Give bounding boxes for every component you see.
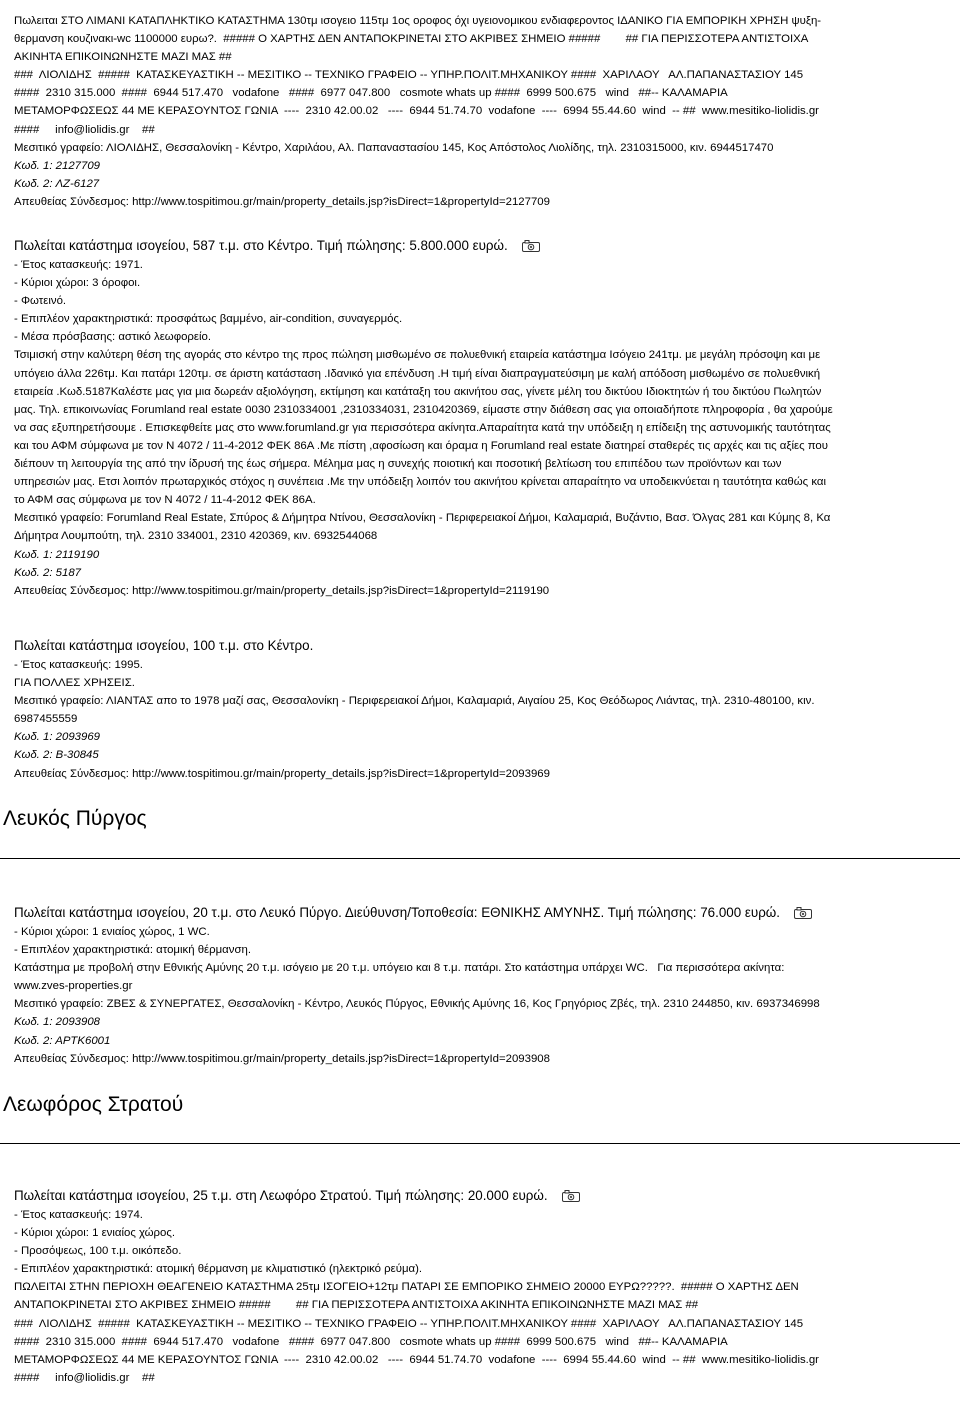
description-line: www.zves-properties.gr: [14, 980, 133, 993]
top-listing-block: [14, 12, 944, 211]
description-line: διέπουν τη λειτουργία της από την ίδρυσή της έως σήμερα. Μέλημα μας η συνεχής ποιοτική και ποσοτική βελτίωση του επιπέδου των προϊόντων και των: [14, 458, 782, 471]
section-heading-lefkos-pyrgos: Λευκός Πύργος: [3, 807, 147, 830]
direct-link[interactable]: Απευθείας Σύνδεσμος: http://www.tospitimou.gr/main/property_details.jsp?isDirect=1&propertyId=2127709: [14, 195, 550, 208]
top-text-line: #### 2310 315.000 #### 6944 517.470 vodafone #### 6977 047.800 cosmote whats up #### 6999 500.675 wind ##-- ΚΑΛΑΜΑΡΙΑ: [14, 87, 728, 100]
description-line: Τσιμισκή στην καλύτερη θέση της αγοράς στο κέντρο της προς πώληση μισθωμένο σε πολυεθνική εταιρεία κατάστημα Ισόγειο 241τμ. με μεγάλη πρόσοψη και με: [14, 349, 821, 362]
description-line: ### ΛΙΟΛΙΔΗΣ ##### ΚΑΤΑΣΚΕΥΑΣΤΙΚΗ -- ΜΕΣΙΤΙΚΟ -- ΤΕΧΝΙΚΟ ΓΡΑΦΕΙΟ -- ΥΠΗΡ.ΠΟΛΙΤ.ΜΗΧΑΝΙΚΟΥ #### ΧΑΡΙΛΑΟΥ ΑΛ.ΠΑΠΑΝΑΣΤΑΣΙΟΥ 145: [14, 1317, 804, 1330]
section-heading-leoforos-stratou: Λεωφόρος Στρατού: [3, 1093, 184, 1116]
camera-icon[interactable]: [522, 240, 540, 252]
direct-link[interactable]: Απευθείας Σύνδεσμος: http://www.tospitimou.gr/main/property_details.jsp?isDirect=1&propertyId=2119190: [14, 584, 550, 597]
description-line: #### 2310 315.000 #### 6944 517.470 vodafone #### 6977 047.800 cosmote whats up #### 6999 500.675 wind ##-- ΚΑΛΑΜΑΡΙΑ: [14, 1335, 728, 1348]
agency-line: Δήμητρα Λουμπούτη, τηλ. 2310 334001, 2310 420369, κιν. 6932544068: [14, 530, 378, 543]
top-text-line: Πωλειται ΣΤΟ ΛΙΜΑΝΙ ΚΑΤΑΠΛΗΚΤΙΚΟ ΚΑΤΑΣΤΗΜΑ 130τμ ισογειο 115τμ 1ος οροφος όχι υγειονομικου ενδιαφεροντος ΙΔΑΝΙΚΟ ΓΙΑ ΕΜΠΟΡΙΚΗ ΧΡΗΣΗ ψυξη-: [14, 15, 822, 27]
feature-line: - Προσόψεως, 100 τ.μ. οικόπεδο.: [14, 1245, 182, 1258]
listing-title: Πωλείται κατάστημα ισογείου, 20 τ.μ. στο Λευκό Πύργο. Διεύθυνση/Τοποθεσία: ΕΘΝΙΚΗΣ ΑΜΥΝΗΣ. Τιμή πώλησης: 76.000 ευρώ.: [14, 905, 780, 920]
listing-title-row: [14, 1186, 944, 1206]
listing-title: Πωλείται κατάστημα ισογείου, 100 τ.μ. στο Κέντρο.: [14, 638, 314, 653]
code-2: Κωδ. 2: 5187: [14, 566, 81, 579]
feature-line: ΓΙΑ ΠΟΛΛΕΣ ΧΡΗΣΕΙΣ.: [14, 677, 135, 690]
feature-line: - Μέσα πρόσβασης: αστικό λεωφορείο.: [14, 331, 212, 344]
feature-line: - Φωτεινό.: [14, 295, 67, 308]
description-line: και του ΑΦΜ σύμφωνα με τον Ν 4072 / 11-4-2012 ΦΕΚ 86Α .Με πίστη ,αφοσίωση και όραμα η Forumland real estate διατηρεί σταθερές τις αρχές και τις αξίες που: [14, 439, 828, 452]
description-line: υπηρεσιών μας. Ετσι λοιπόν πρωταρχικός στόχος η συνέπεια .Με την υπόδειξη λοιπόν του ακινήτου κρίνεται απαραίτητο να υποδεικνύεται η ταυτότητα καθώς και: [14, 476, 826, 489]
description-line: μας. Τηλ. επικοινωνίας Forumland real estate 0030 2310334001 ,2310334031, 2310420369, είμαστε στην διάθεση σας για οποιαδήποτε πληροφορία , θα χαρούμε: [14, 403, 833, 416]
feature-line: - Επιπλέον χαρακτηριστικά: ατομική θέρμανση με κλιματιστικό (ηλεκτρικό ρεύμα).: [14, 1263, 423, 1276]
listing-20: [14, 903, 944, 1068]
top-text-line: ### ΛΙΟΛΙΔΗΣ ##### ΚΑΤΑΣΚΕΥΑΣΤΙΚΗ -- ΜΕΣΙΤΙΚΟ -- ΤΕΧΝΙΚΟ ΓΡΑΦΕΙΟ -- ΥΠΗΡ.ΠΟΛΙΤ.ΜΗΧΑΝΙΚΟΥ #### ΧΑΡΙΛΑΟΥ ΑΛ.ΠΑΠΑΝΑΣΤΑΣΙΟΥ 145: [14, 69, 804, 82]
feature-line: - Επιπλέον χαρακτηριστικά: προσφάτως βαμμένο, air-condition, συναγερμός.: [14, 313, 403, 326]
listing-title-row: [14, 903, 944, 923]
agency-line: 6987455559: [14, 713, 78, 726]
description-line: Κατάστημα με προβολή στην Εθνικής Αμύνης 20 τ.μ. ισόγειο με 20 τ.μ. υπόγειο και 8 τ.μ. πατάρι. Στο κατάστημα υπάρχει WC. Για περισσότερα ακίνητα:: [14, 962, 785, 975]
agency-line: Μεσιτικό γραφείο: ΛΙΟΛΙΔΗΣ, Θεσσαλονίκη - Κέντρο, Χαριλάου, Αλ. Παπαναστασίου 145, Κος Απόστολος Λιολίδης, τηλ. 2310315000, κιν. 6944517470: [14, 141, 774, 154]
top-text-line: ΜΕΤΑΜΟΡΦΩΣΕΩΣ 44 ΜΕ ΚΕΡΑΣΟΥΝΤΟΣ ΓΩΝΙΑ ---- 2310 42.00.02 ---- 6944 51.74.70 vodafone ---- 6994 55.44.60 wind -- ## www.mesitiko-liolidis.gr: [14, 105, 819, 118]
section-divider: [0, 858, 960, 859]
description-line: #### info@liolidis.gr ##: [14, 1371, 155, 1384]
description-line: ΠΩΛΕΙΤΑΙ ΣΤΗΝ ΠΕΡΙΟΧΗ ΘΕΑΓΕΝΕΙΟ ΚΑΤΑΣΤΗΜΑ 25τμ ΙΣΟΓΕΙΟ+12τμ ΠΑΤΑΡΙ ΣΕ ΕΜΠΟΡΙΚΟ ΣΗΜΕΙΟ 20000 ΕΥΡΩ?????. ##### Ο ΧΑΡΤΗΣ ΔΕΝ: [14, 1281, 799, 1294]
top-text-line: θερμανση κουζινακι-wc 1100000 ευρω?. ##### Ο ΧΑΡΤΗΣ ΔΕΝ ΑΝΤΑΠΟΚΡΙΝΕΤΑΙ ΣΤΟ ΑΚΡΙΒΕΣ ΣΗΜΕΙΟ ##### ## ΓΙΑ ΠΕΡΙΣΣΟΤΕΡΑ ΑΝΤΙΣΤΟΙΧΑ: [14, 33, 809, 46]
listing-title-row: [14, 236, 944, 256]
feature-line: - Κύριοι χώροι: 3 όροφοι.: [14, 277, 141, 290]
listing-title: Πωλείται κατάστημα ισογείου, 25 τ.μ. στη Λεωφόρο Στρατού. Τιμή πώλησης: 20.000 ευρώ.: [14, 1188, 548, 1203]
description-line: υπόγειο άλλα 226τμ. Και πατάρι 120τμ. σε άριστη κατάσταση .Ιδανικό για επένδυση .Η τιμή είναι διαπραγματεύσιμη με καλή απόδοση μισθωμένο σε πολυεθνική: [14, 367, 821, 380]
code-2: Κωδ. 2: Β-30845: [14, 749, 99, 762]
top-text-line: #### info@liolidis.gr ##: [14, 123, 155, 136]
feature-line: - Κύριοι χώροι: 1 ενιαίος χώρος, 1 WC.: [14, 926, 210, 938]
code-2: Κωδ. 2: ΑΡΤΚ6001: [14, 1034, 111, 1047]
camera-icon[interactable]: [794, 907, 812, 919]
agency-line: Μεσιτικό γραφείο: Forumland Real Estate, Σπύρος & Δήμητρα Ντίνου, Θεσσαλονίκη - Περιφερειακοί Δήμοι, Καλαμαριά, Βυζάντιο, Βασ. Όλγας 281 και Κύμης 8, Κα: [14, 512, 831, 525]
direct-link[interactable]: Απευθείας Σύνδεσμος: http://www.tospitimou.gr/main/property_details.jsp?isDirect=1&propertyId=2093969: [14, 767, 550, 780]
listing-100: [14, 636, 944, 783]
feature-line: - Επιπλέον χαρακτηριστικά: ατομική θέρμανση.: [14, 944, 251, 957]
direct-link[interactable]: Απευθείας Σύνδεσμος: http://www.tospitimou.gr/main/property_details.jsp?isDirect=1&propertyId=2093908: [14, 1052, 550, 1065]
listing-title: Πωλείται κατάστημα ισογείου, 587 τ.μ. στο Κέντρο. Τιμή πώλησης: 5.800.000 ευρώ.: [14, 238, 508, 253]
feature-line: - Έτος κατασκευής: 1974.: [14, 1209, 143, 1221]
description-line: να σας εξυπηρετήσουμε . Επισκεφθείτε μας στο www.forumland.gr για περισσότερα ακίνητα.Απαραίτητα κατά την υπόδειξη η επίδειξη της αστυνομικής ταυτότητας: [14, 421, 831, 434]
code-1: Κωδ. 1: 2093969: [14, 731, 100, 744]
listing-587: [14, 236, 944, 600]
description-line: ΜΕΤΑΜΟΡΦΩΣΕΩΣ 44 ΜΕ ΚΕΡΑΣΟΥΝΤΟΣ ΓΩΝΙΑ ---- 2310 42.00.02 ---- 6944 51.74.70 vodafone ---- 6994 55.44.60 wind -- ## www.mesitiko-liolidis.gr: [14, 1353, 819, 1366]
description-line: ΑΝΤΑΠΟΚΡΙΝΕΤΑΙ ΣΤΟ ΑΚΡΙΒΕΣ ΣΗΜΕΙΟ ##### ## ΓΙΑ ΠΕΡΙΣΣΟΤΕΡΑ ΑΝΤΙΣΤΟΙΧΑ ΑΚΙΝΗΤΑ ΕΠΙΚΟΙΝΩΝΗΣΤΕ ΜΑΖΙ ΜΑΣ ##: [14, 1299, 699, 1312]
feature-line: - Έτος κατασκευής: 1995.: [14, 659, 143, 671]
agency-line: Μεσιτικό γραφείο: ΛΙΑΝΤΑΣ απο το 1978 μαζί σας, Θεσσαλονίκη - Περιφερειακοί Δήμοι, Καλαμαριά, Αιγαίου 25, Κος Θεόδωρος Λιάντας, τηλ. 2310-480100, κιν.: [14, 695, 815, 708]
top-text-line: ΑΚΙΝΗΤΑ ΕΠΙΚΟΙΝΩΝΗΣΤΕ ΜΑΖΙ ΜΑΣ ##: [14, 51, 232, 64]
listing-25: [14, 1186, 944, 1387]
code-1: Κωδ. 1: 2093908: [14, 1016, 100, 1029]
feature-line: - Κύριοι χώροι: 1 ενιαίος χώρος.: [14, 1227, 176, 1240]
code-2: Κωδ. 2: ΛΖ-6127: [14, 177, 100, 190]
description-line: εταιρεία .Κωδ.5187Καλέστε μας για μια δωρεάν αξιολόγηση, εκτίμηση και κατάταξη του ακινήτου σας, γίνετε μέλη του δικτύου Ιδιοκτητών ή του δικτύου Πωλητών: [14, 385, 822, 398]
feature-line: - Έτος κατασκευής: 1971.: [14, 259, 143, 271]
camera-icon[interactable]: [562, 1190, 580, 1202]
section-divider: [0, 1143, 960, 1144]
agency-line: Μεσιτικό γραφείο: ΖΒΕΣ & ΣΥΝΕΡΓΑΤΕΣ, Θεσσαλονίκη - Κέντρο, Λευκός Πύργος, Εθνικής Αμύνης 16, Κος Γρηγόριος Ζβές, τηλ. 2310 244850, κιν. 6937346998: [14, 998, 820, 1011]
description-line: το ΑΦΜ σας σύμφωνα με τον Ν 4072 / 11-4-2012 ΦΕΚ 86Α.: [14, 494, 316, 507]
code-1: Κωδ. 1: 2119190: [14, 548, 100, 561]
code-1: Κωδ. 1: 2127709: [14, 159, 100, 172]
